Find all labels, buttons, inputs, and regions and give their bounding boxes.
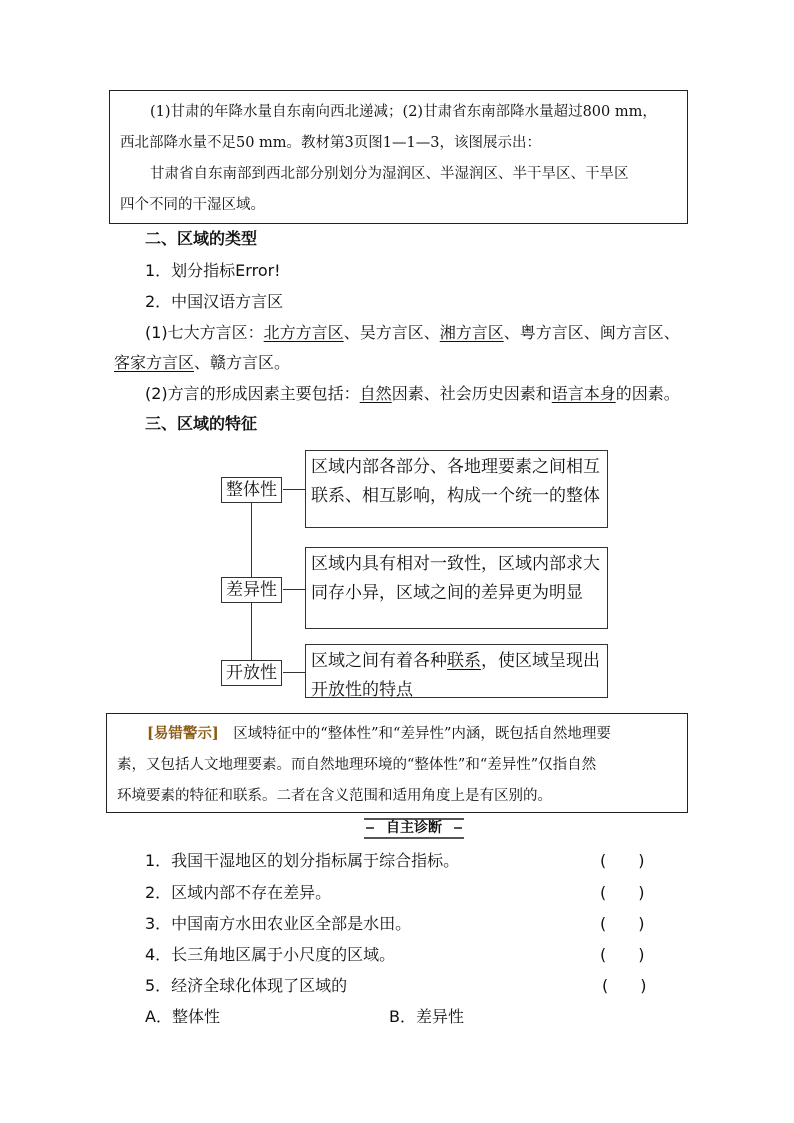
dialect-north: 北方方言区 (263, 323, 344, 342)
warning-tag: [易错警示] (147, 725, 219, 742)
answer-blank-1[interactable]: ( ) (600, 851, 645, 870)
question-1: 1．我国干湿地区的划分指标属于综合指标。 (145, 851, 460, 870)
connector-difference (283, 589, 305, 590)
section-heading-features: 三、区域的特征 (145, 414, 258, 433)
warning-box (106, 713, 688, 813)
warning-text-1: 区域特征中的“整体性”和“差异性”内涵，既包括自然地理要 (218, 726, 611, 742)
note-line-4: 四个不同的干湿区域。 (120, 197, 265, 213)
warning-line-2: 素，又包括人文地理要素。而自然地理环境的“整体性”和“差异性”仅指自然 (117, 757, 597, 773)
openness-link-word: 联系 (447, 651, 481, 671)
section-heading-types: 二、区域的类型 (145, 229, 258, 248)
dialect-mid-2: 、粤方言区、闽方言区、 (503, 323, 680, 342)
question-5: 5．经济全球化体现了区域的 (145, 976, 348, 995)
question-2: 2．区域内部不存在差异。 (145, 883, 332, 902)
question-4: 4．长三角地区属于小尺度的区域。 (145, 945, 396, 964)
item-dialect-title: 2．中国汉语方言区 (145, 292, 284, 311)
factor-nature: 自然 (359, 384, 392, 403)
note-line-1: (1)甘肃的年降水量自东南向西北递减；(2)甘肃省东南部降水量超过800 mm， (150, 104, 657, 120)
note-line-2: 西北部降水量不足50 mm。教材第3页图1—1—3，该图展示出： (120, 135, 541, 151)
dialect-line-1 (145, 320, 680, 343)
answer-blank-2[interactable]: ( ) (600, 883, 645, 902)
answer-blank-4[interactable]: ( ) (600, 945, 645, 964)
option-a[interactable]: A．整体性 (145, 1007, 220, 1026)
dialect-hakka: 客家方言区 (114, 353, 195, 372)
factors-suffix: 的因素。 (615, 384, 680, 403)
note-line-3: 甘肃省自东南部到西北部分别划分为湿润区、半湿润区、半干旱区、干旱区 (150, 166, 629, 182)
item-division-index: 1．划分指标Error! (145, 261, 281, 280)
openness-text-b: ，使区域呈现出开放性的特点 (311, 651, 600, 700)
warning-line-3: 环境要素的特征和联系。二者在含义范围和适用角度上是有区别的。 (117, 788, 552, 804)
feature-label-openness: 开放性 (221, 660, 282, 686)
note-box-gansu (109, 90, 688, 224)
openness-text-a: 区域之间有着各种 (311, 651, 447, 671)
feature-label-integrity: 整体性 (221, 477, 282, 503)
dialect-xiang: 湘方言区 (439, 323, 504, 342)
dialect-gan: 、赣方言区。 (194, 353, 291, 372)
dialect-factors (145, 381, 680, 404)
feature-desc-difference: 区域内具有相对一致性，区域内部求大同存小异，区域之间的差异更为明显 (305, 547, 608, 629)
feature-label-difference: 差异性 (221, 577, 282, 603)
feature-desc-openness (305, 644, 608, 698)
factor-language: 语言本身 (551, 384, 616, 403)
answer-blank-3[interactable]: ( ) (600, 914, 645, 933)
dialect-prefix: (1)七大方言区： (145, 323, 264, 342)
dialect-line-2 (114, 350, 290, 373)
option-b[interactable]: B．差异性 (389, 1007, 464, 1026)
dialect-mid-1: 、吴方言区、 (343, 323, 440, 342)
warning-line-1 (117, 718, 677, 750)
connector-openness (283, 672, 305, 673)
connector-integrity (283, 489, 305, 490)
factors-mid: 因素、社会历史因素和 (391, 384, 552, 403)
answer-blank-5[interactable]: ( ) (602, 976, 647, 995)
diagnosis-title: 自主诊断 (364, 818, 464, 839)
feature-desc-integrity: 区域内部各部分、各地理要素之间相互联系、相互影响，构成一个统一的整体 (305, 450, 608, 528)
question-3: 3．中国南方水田农业区全部是水田。 (145, 914, 412, 933)
factors-prefix: (2)方言的形成因素主要包括： (145, 384, 360, 403)
